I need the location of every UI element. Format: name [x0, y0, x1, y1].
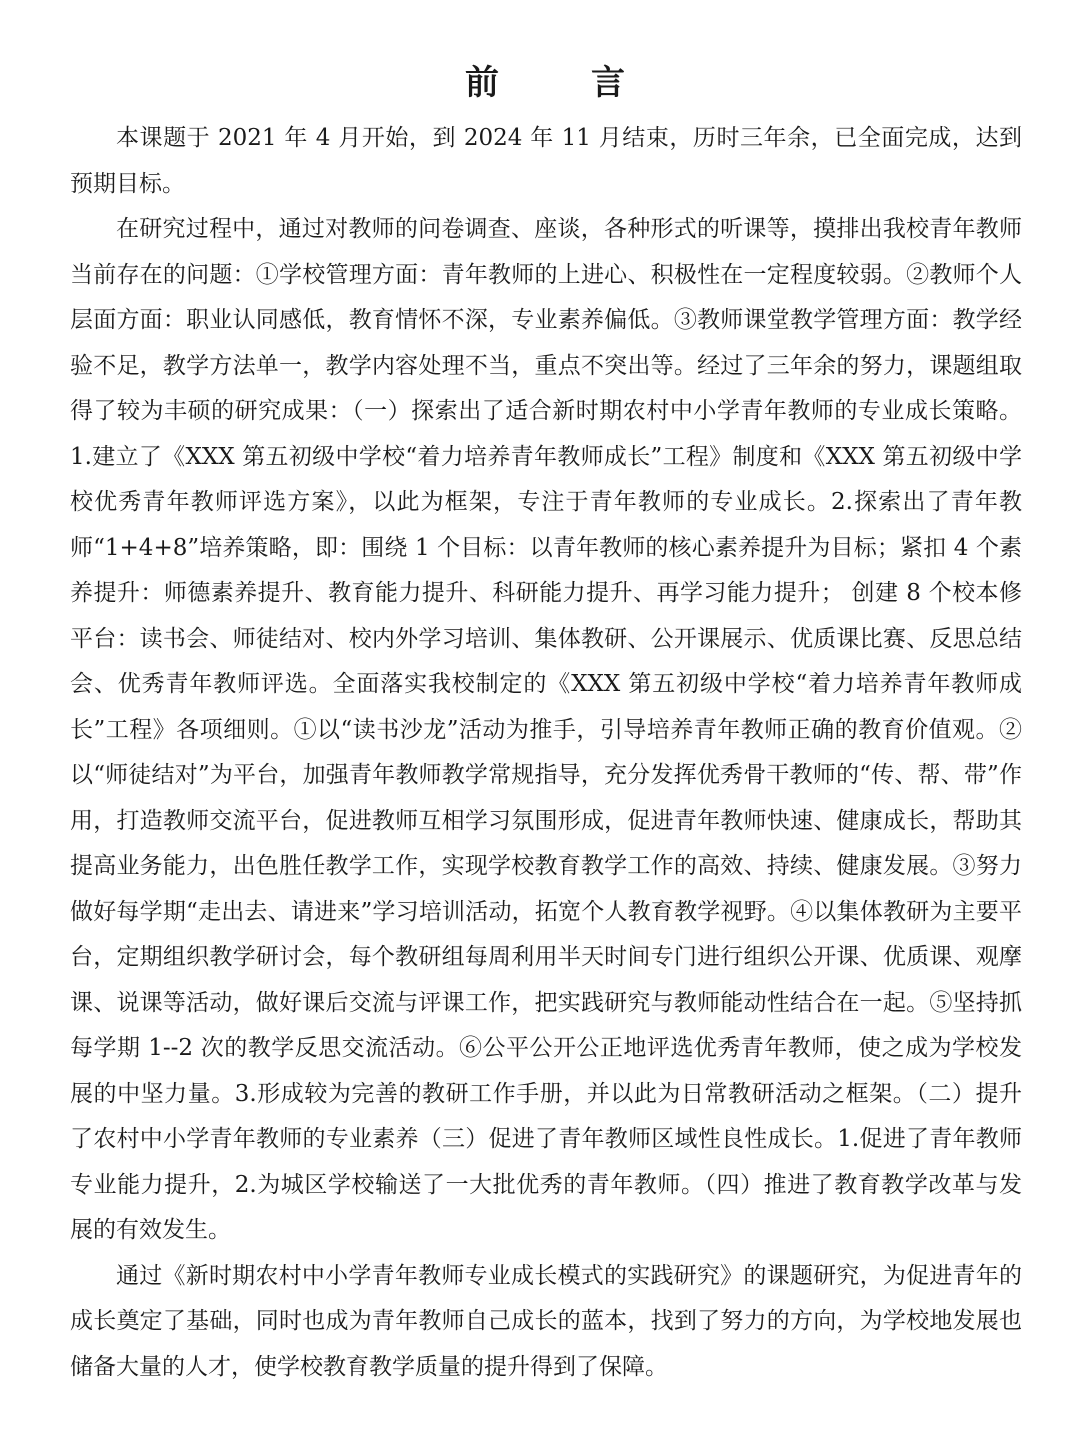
title-char-2: 言 — [591, 63, 627, 103]
paragraph-3: 通过《新时期农村中小学青年教师专业成长模式的实践研究》的课题研究，为促进青年的成长奠定了基础，同时也成为青年教师自己成长的蓝本，找到了努力的方向，为学校地发展也储备大量的人才，使学校教育教学质量的提升得到了保障。 — [70, 1262, 1022, 1380]
page-title — [70, 60, 1022, 106]
paragraph-1: 本课题于 2021 年 4 月开始，到 2024 年 11 月结束，历时三年余，已全面完成，达到预期目标。 — [70, 125, 1022, 197]
paragraph-2: 在研究过程中，通过对教师的问卷调查、座谈，各种形式的听课等，摸排出我校青年教师当前存在的问题：①学校管理方面：青年教师的上进心、积极性在一定程度较弱。②教师个人层面方面：职业认同感低，教育情怀不深，专业素养偏低。③教师课堂教学管理方面：教学经验不足，教学方法单一，教学内容处理不当，重点不突出等。经过了三年余的努力，课题组取得了较为丰硕的研究成果：（一）探索出了适合新时期农村中小学青年教师的专业成长策略。1.建立了《XXX 第五初级中学校“着力培养青年教师成长”工程》制度和《XXX 第五初级中学校优秀青年教师评选方案》，以此为框架，专注于青年教师的专业成长。2.探索出了青年教师“1+4+8”培养策略，即：围绕 1 个目标：以青年教师的核心素养提升为目标；紧扣 4 个素养提升：师德素养提升、教育能力提升、科研能力提升、再学习能力提升； 创建 8 个校本修平台：读书会、师徒结对、校内外学习培训、集体教研、公开课展示、优质课比赛、反思总结会、优秀青年教师评选。全面落实我校制定的《XXX 第五初级中学校“着力培养青年教师成长”工程》各项细则。①以“读书沙龙”活动为推手，引导培养青年教师正确的教育价值观。②以“师徒结对”为平台，加强青年教师教学常规指导，充分发挥优秀骨干教师的“传、帮、带”作用，打造教师交流平台，促进教师互相学习氛围形成，促进青年教师快速、健康成长，帮助其提高业务能力，出色胜任教学工作，实现学校教育教学工作的高效、持续、健康发展。③努力做好每学期“走出去、请进来”学习培训活动，拓宽个人教育教学视野。④以集体教研为主要平台，定期组织教学研讨会，每个教研组每周利用半天时间专门进行组织公开课、优质课、观摩课、说课等活动，做好课后交流与评课工作，把实践研究与教师能动性结合在一起。⑤坚持抓每学期 1--2 次的教学反思交流活动。⑥公平公开公正地评选优秀青年教师，使之成为学校发展的中坚力量。3.形成较为完善的教研工作手册，并以此为日常教研活动之框架。（二）提升了农村中小学青年教师的专业素养（三）促进了青年教师区域性良性成长。1.促进了青年教师专业能力提升，2.为城区学校输送了一大批优秀的青年教师。（四）推进了教育教学改革与发展的有效发生。 — [70, 216, 1022, 1243]
document-page — [70, 60, 1022, 1390]
title-char-1: 前 — [465, 63, 501, 103]
